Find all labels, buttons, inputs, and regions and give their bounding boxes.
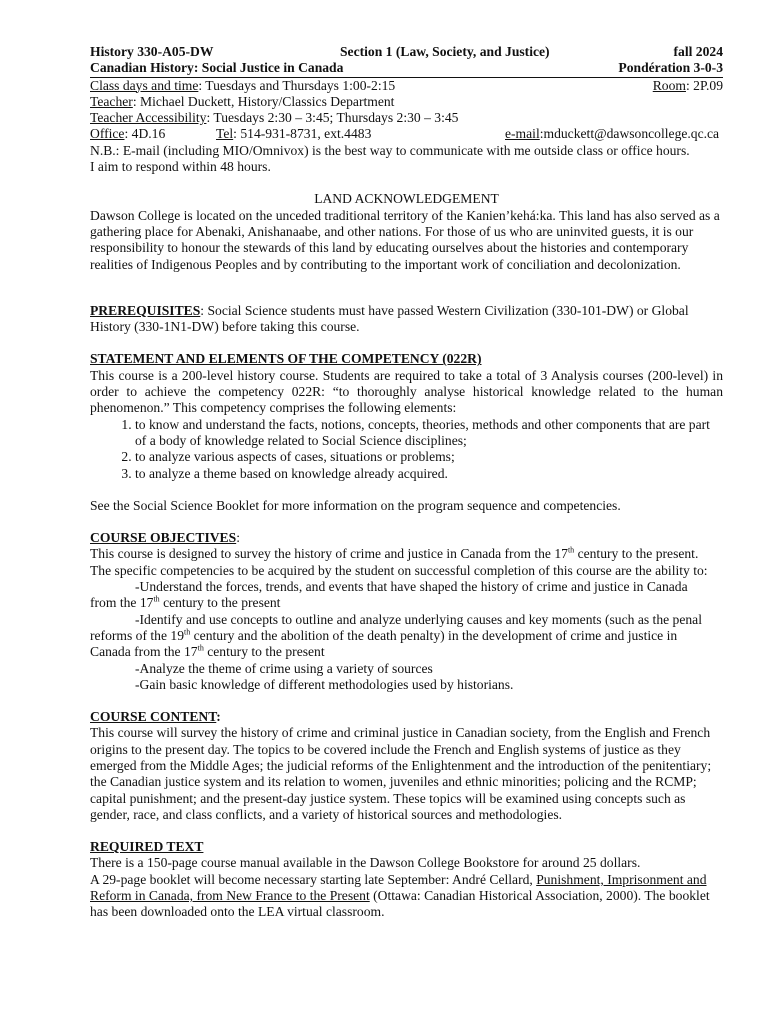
class-days-value: : Tuesdays and Thursdays 1:00-2:15 [198,77,396,93]
required-text: (Ottawa: Canadian Historical Association, 2000). The booklet has been downloaded onto the LEA virtual classroom. [90,888,710,920]
course-code: History 330-A05-DW [90,44,214,59]
nb-line-1: N.B.: E-mail (including MIO/Omnivox) is the best way to communicate with me outside class or office hours. [90,142,690,158]
objective-text: century and the abolition of the death penalty) in the development of crime and justice in [190,627,678,643]
nb-line-2: I aim to respond within 48 hours. [90,159,271,175]
accessibility-value: : Tuesdays 2:30 – 3:45; Thursdays 2:30 – 3:45 [206,110,459,126]
objective-2-cont [90,628,723,644]
required-text: A 29-page booklet will become necessary starting late September: André Cellard, [90,871,537,887]
list-item: 2. to analyze various aspects of cases, situations or problems; [135,449,723,465]
competency-note: See the Social Science Booklet for more information on the program sequence and competencies. [90,497,621,513]
accessibility-label: Teacher Accessibility [90,110,207,126]
list-item: 1. to know and understand the facts, notions, concepts, theories, methods and other components that are part of a body of knowledge related to Social Science disciplines; [135,417,723,450]
objectives-title: COURSE OBJECTIVES [90,530,237,546]
office-label: Office [90,126,125,142]
superscript: th [153,594,160,604]
objective-2-cont-2 [90,644,723,660]
tel-value: : 514-931-8731, ext.4483 [233,126,372,142]
land-title: LAND ACKNOWLEDGEMENT [314,191,499,207]
syllabus-page [90,44,723,921]
required-text-line-2 [90,872,723,921]
objective-2: -Identify and use concepts to outline and analyze underlying causes and key moments (such as the penal [135,611,702,627]
objectives-intro-2: The specific competencies to be acquired by the student on successful completion of this course are the ability to: [90,562,708,578]
content-heading [90,709,723,725]
content-colon: : [216,709,221,725]
prereq-body: : Social Science students must have passed Western Civilization (330-101-DW) or Global History (330-1N1-DW) before taking this course. [90,302,689,335]
objectives-heading [90,530,723,546]
course-section: Section 1 (Law, Society, and Justice) [340,44,550,59]
tel-label: Tel [216,126,234,142]
class-days-row [90,78,723,94]
room-label: Room [652,77,686,93]
objective-text: century to the present [159,595,281,611]
course-title-row [90,60,723,77]
objective-text: Canada from the 17 [90,644,198,660]
objectives-colon: : [236,530,240,546]
required-text-title: REQUIRED TEXT [90,839,204,855]
land-body: Dawson College is located on the unceded traditional territory of the Kanien’kehá:ka. This land has also served as a gathering place for Abenaki, Anishanaabe, and other nations. For those of us who are uninvited guests, it is our responsibility to honour the stewards of this land by educating ourselves about the histories and contemporary realities of Indigenous Peoples and by contributing to the important work of conciliation and decolonization. [90,207,720,272]
competency-list [90,417,723,482]
teacher-value: : Michael Duckett, History/Classics Department [132,93,395,109]
course-title: Canadian History: Social Justice in Canada [90,60,344,76]
course-header [90,44,723,60]
objective-text: reforms of the 19 [90,627,184,643]
objective-3: -Analyze the theme of crime using a variety of sources [135,660,433,676]
list-item: 3. to analyze a theme based on knowledge already acquired. [135,466,723,482]
prereq-paragraph [90,303,723,336]
superscript: th [567,545,575,555]
competency-title: STATEMENT AND ELEMENTS OF THE COMPETENCY (022R) [90,351,482,367]
objective-4: -Gain basic knowledge of different methodologies used by historians. [135,676,514,692]
teacher-label: Teacher [90,93,133,109]
competency-body: This course is a 200-level history course. Students are required to take a total of 3 Analysis courses (200-level) in order to achieve the competency 022R: “to thoroughly analyse historical knowledge related to the human phenomenon.” This competency comprises the following elements: [90,367,723,416]
objective-1-cont [90,595,723,611]
course-term: fall 2024 [673,44,723,59]
accessibility-row [90,110,723,126]
book-title: Punishment, Imprisonment and Reform in Canada, from New France to the Present [90,871,707,904]
objective-text: century to the present [203,644,325,660]
email-label[interactable]: e-mail [505,126,540,142]
email-value[interactable]: :mduckett@dawsoncollege.qc.ca [539,126,720,142]
prereq-label: PREREQUISITES [90,302,201,318]
room-value: : 2P.09 [685,77,723,93]
office-row [90,126,723,142]
teacher-row [90,94,723,110]
superscript: th [184,627,191,637]
office-value: : 4D.16 [124,126,166,142]
objectives-intro [90,546,723,562]
class-days-label: Class days and time [90,77,199,93]
required-text-line-1: There is a 150-page course manual available in the Dawson College Bookstore for around 25 dollars. [90,855,641,871]
ponderation: Pondération 3-0-3 [618,60,723,76]
superscript: th [197,643,204,653]
objectives-intro-text: century to the present. [574,546,699,562]
objective-1: -Understand the forces, trends, and events that have shaped the history of crime and justice in Canada [135,579,688,595]
content-title: COURSE CONTENT [90,709,217,725]
content-body: This course will survey the history of crime and criminal justice in Canadian society, from the English and French origins to the present day. The topics to be covered include the French and English systems of justice as they emerged from the Middle Ages; the judicial reforms of the Enlightenment and the introduction of the penitentiary; the Canadian justice system and its relation to women, juveniles and ethnic minorities; policing and the RCMP; capital punishment; and the present-day justice system. These topics will be examined using concepts such as gender, race, and class conflicts, and a variety of historical sources and methodologies. [90,725,712,822]
objectives-intro-text: This course is designed to survey the history of crime and justice in Canada from the 17 [90,546,568,562]
objective-text: from the 17 [90,595,154,611]
